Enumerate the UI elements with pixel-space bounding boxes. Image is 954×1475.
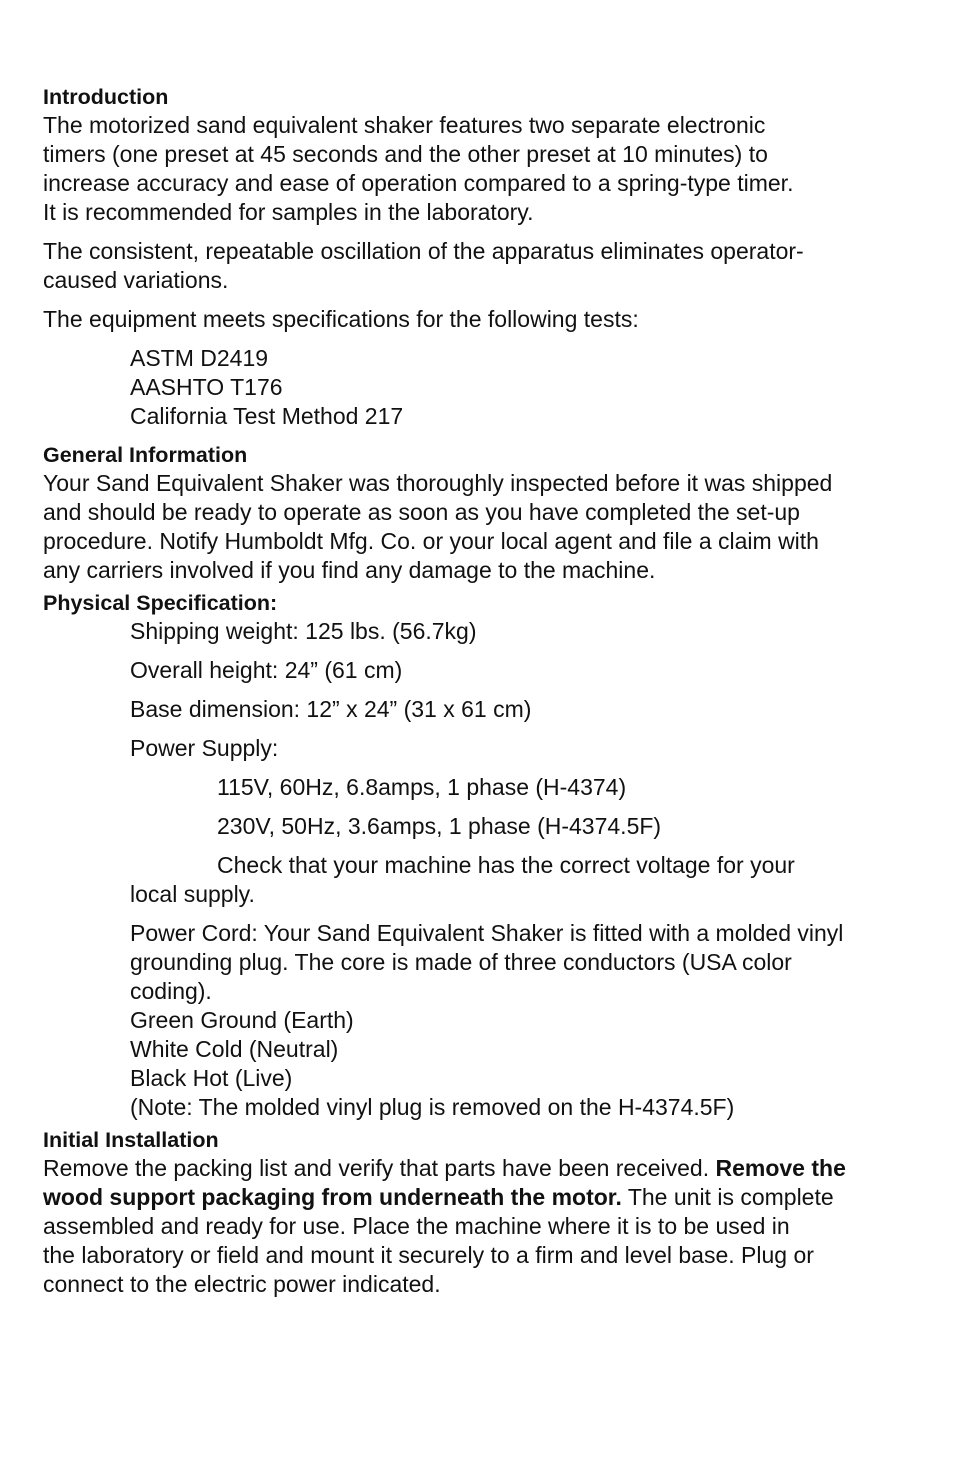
installation-emphasis: Remove the <box>715 1155 846 1181</box>
wire-color-item: Green Ground (Earth) <box>130 1007 354 1033</box>
intro-para1-line: The motorized sand equivalent shaker features two separate electronic <box>43 112 766 138</box>
installation-text: Remove the packing list and verify that parts have been received. <box>43 1155 716 1181</box>
test-item: ASTM D2419 <box>130 345 269 371</box>
physical-specification-heading: Physical Specification: <box>43 591 278 615</box>
intro-para2-line: The consistent, repeatable oscillation of the apparatus eliminates operator- <box>43 238 804 264</box>
wire-color-item: White Cold (Neutral) <box>130 1036 339 1062</box>
general-info-line: Your Sand Equivalent Shaker was thoroughly inspected before it was shipped <box>43 470 833 496</box>
installation-line: the laboratory or field and mount it securely to a firm and level base. Plug or <box>43 1242 814 1268</box>
overall-height: Overall height: 24” (61 cm) <box>130 657 403 683</box>
intro-para3: The equipment meets specifications for the following tests: <box>43 306 639 332</box>
power-supply-label: Power Supply: <box>130 735 279 761</box>
general-info-line: procedure. Notify Humboldt Mfg. Co. or your local agent and file a claim with <box>43 528 819 554</box>
plug-note: (Note: The molded vinyl plug is removed on the H-4374.5F) <box>130 1094 735 1120</box>
check-voltage-line: local supply. <box>130 881 255 907</box>
document-page <box>43 83 903 1299</box>
general-information-heading: General Information <box>43 443 248 467</box>
installation-text: The unit is complete <box>621 1184 834 1210</box>
power-cord-line: coding). <box>130 978 212 1004</box>
test-item: AASHTO T176 <box>130 374 283 400</box>
installation-line <box>43 1154 903 1183</box>
intro-para1-line: It is recommended for samples in the laboratory. <box>43 199 534 225</box>
installation-emphasis: wood support packaging from underneath the motor. <box>43 1184 622 1210</box>
power-cord-line: Power Cord: Your Sand Equivalent Shaker is fitted with a molded vinyl <box>130 920 844 946</box>
general-info-line: and should be ready to operate as soon as you have completed the set-up <box>43 499 800 525</box>
general-info-line: any carriers involved if you find any damage to the machine. <box>43 557 656 583</box>
intro-para1-line: increase accuracy and ease of operation compared to a spring-type timer. <box>43 170 794 196</box>
installation-line: assembled and ready for use. Place the machine where it is to be used in <box>43 1213 790 1239</box>
power-115v: 115V, 60Hz, 6.8amps, 1 phase (H-4374) <box>217 774 627 800</box>
wire-color-item: Black Hot (Live) <box>130 1065 293 1091</box>
introduction-heading: Introduction <box>43 85 169 109</box>
power-230v: 230V, 50Hz, 3.6amps, 1 phase (H-4374.5F) <box>217 813 662 839</box>
installation-line <box>43 1183 903 1212</box>
check-voltage-line: Check that your machine has the correct voltage for your <box>217 852 795 878</box>
power-cord-line: grounding plug. The core is made of three conductors (USA color <box>130 949 792 975</box>
initial-installation-heading: Initial Installation <box>43 1128 219 1152</box>
shipping-weight: Shipping weight: 125 lbs. (56.7kg) <box>130 618 477 644</box>
base-dimension: Base dimension: 12” x 24” (31 x 61 cm) <box>130 696 532 722</box>
intro-para1-line: timers (one preset at 45 seconds and the other preset at 10 minutes) to <box>43 141 768 167</box>
installation-line: connect to the electric power indicated. <box>43 1271 441 1297</box>
intro-para2-line: caused variations. <box>43 267 229 293</box>
test-item: California Test Method 217 <box>130 403 404 429</box>
